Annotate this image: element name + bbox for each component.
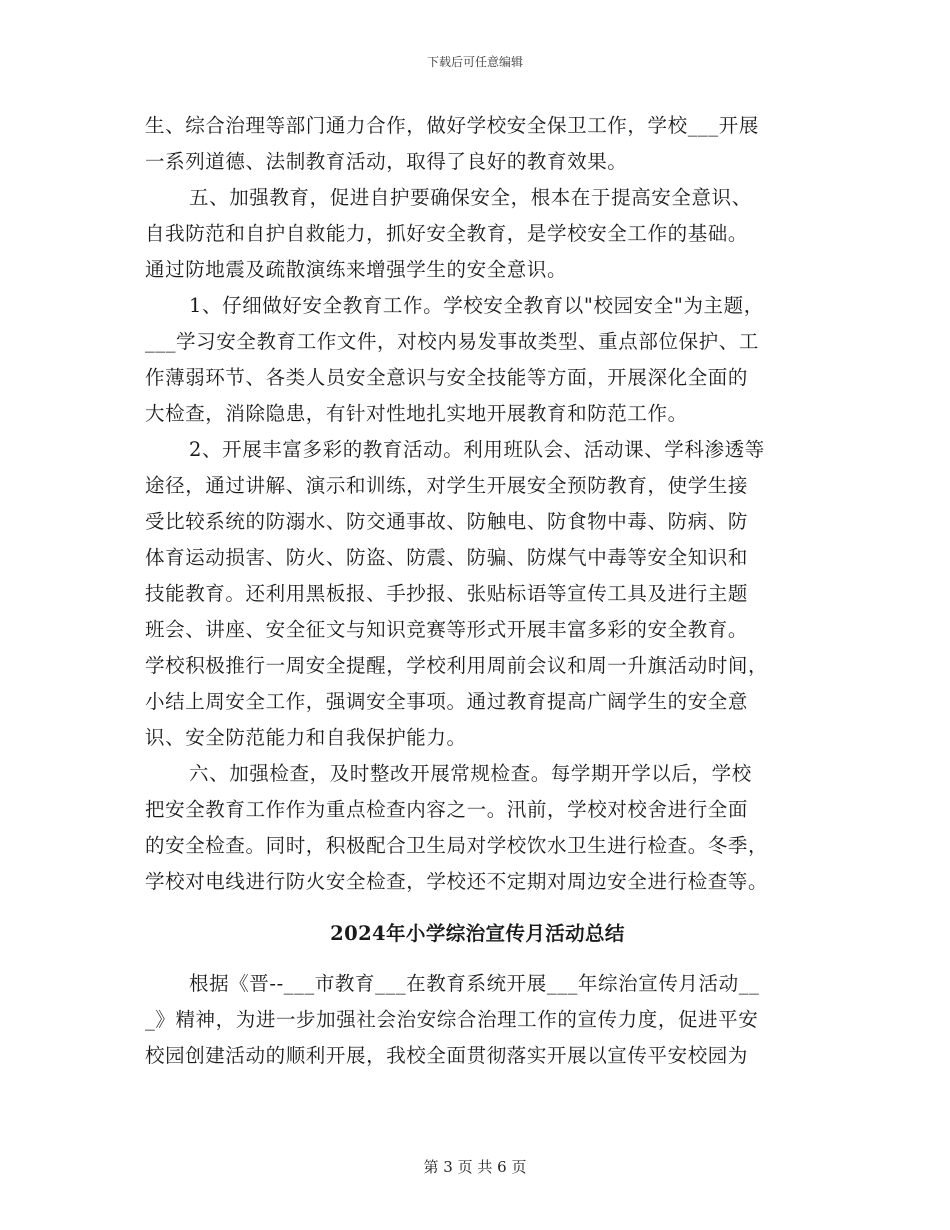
text-line: 2、开展丰富多彩的教育活动。利用班队会、活动课、学科渗透等 [189, 438, 765, 461]
text-line: ___学习安全教育工作文件，对校内易发事故类型、重点部位保护、工 [145, 330, 759, 353]
text-line: 学校积极推行一周安全提醒，学校利用周前会议和周一升旗活动时间， [145, 654, 769, 677]
text-line: _》精神，为进一步加强社会治安综合治理工作的宣传力度，促进平安 [145, 1008, 759, 1031]
text-line: 六、加强检查，及时整改开展常规检查。每学期开学以后，学校 [189, 762, 752, 785]
document-body [145, 108, 810, 1074]
text-line: 的安全检查。同时，积极配合卫生局对学校饮水卫生进行检查。冬季， [145, 834, 769, 857]
text-line: 1、仔细做好安全教育工作。学校安全教育以"校园安全"为主题， [189, 294, 764, 317]
text-line: 自我防范和自护自救能力，抓好安全教育，是学校安全工作的基础。 [145, 222, 749, 245]
text-line: 生、综合治理等部门通力合作，做好学校安全保卫工作，学校___开展 [145, 114, 759, 137]
text-line: 通过防地震及疏散演练来增强学生的安全意识。 [145, 258, 568, 281]
text-line: 校园创建活动的顺利开展，我校全面贯彻落实开展以宣传平安校园为 [145, 1044, 749, 1067]
text-line: 把安全教育工作作为重点检查内容之一。汛前，学校对校舍进行全面 [145, 798, 749, 821]
text-block-1 [145, 108, 810, 900]
text-line: 小结上周安全工作，强调安全事项。通过教育提高广阔学生的安全意 [145, 690, 749, 713]
section-title: 2024年小学综治宣传月活动总结 [330, 922, 625, 945]
text-line: 作薄弱环节、各类人员安全意识与安全技能等方面，开展深化全面的 [145, 366, 749, 389]
text-line: 技能教育。还利用黑板报、手抄报、张贴标语等宣传工具及进行主题 [145, 582, 749, 605]
page-footer: 第 3 页 共 6 页 [423, 1158, 527, 1176]
text-line: 受比较系统的防溺水、防交通事故、防触电、防食物中毒、防病、防 [145, 510, 749, 533]
text-line: 根据《晋--___市教育___在教育系统开展___年综治宣传月活动__ [189, 972, 760, 995]
text-line: 学校对电线进行防火安全检查，学校还不定期对周边安全进行检查等。 [145, 870, 769, 893]
page-header: 下载后可任意编辑 [426, 55, 523, 69]
text-line: 一系列道德、法制教育活动，取得了良好的教育效果。 [145, 150, 628, 173]
text-block-2 [145, 966, 810, 1074]
text-line: 五、加强教育，促进自护要确保安全，根本在于提高安全意识、 [189, 186, 752, 209]
text-line: 班会、讲座、安全征文与知识竞赛等形式开展丰富多彩的安全教育。 [145, 618, 749, 641]
text-line: 识、安全防范能力和自我保护能力。 [145, 726, 467, 749]
text-line: 途径，通过讲解、演示和训练，对学生开展安全预防教育，使学生接 [145, 474, 749, 497]
text-line: 体育运动损害、防火、防盗、防震、防骗、防煤气中毒等安全知识和 [145, 546, 749, 569]
text-line: 大检查，消除隐患，有针对性地扎实地开展教育和防范工作。 [145, 402, 688, 425]
